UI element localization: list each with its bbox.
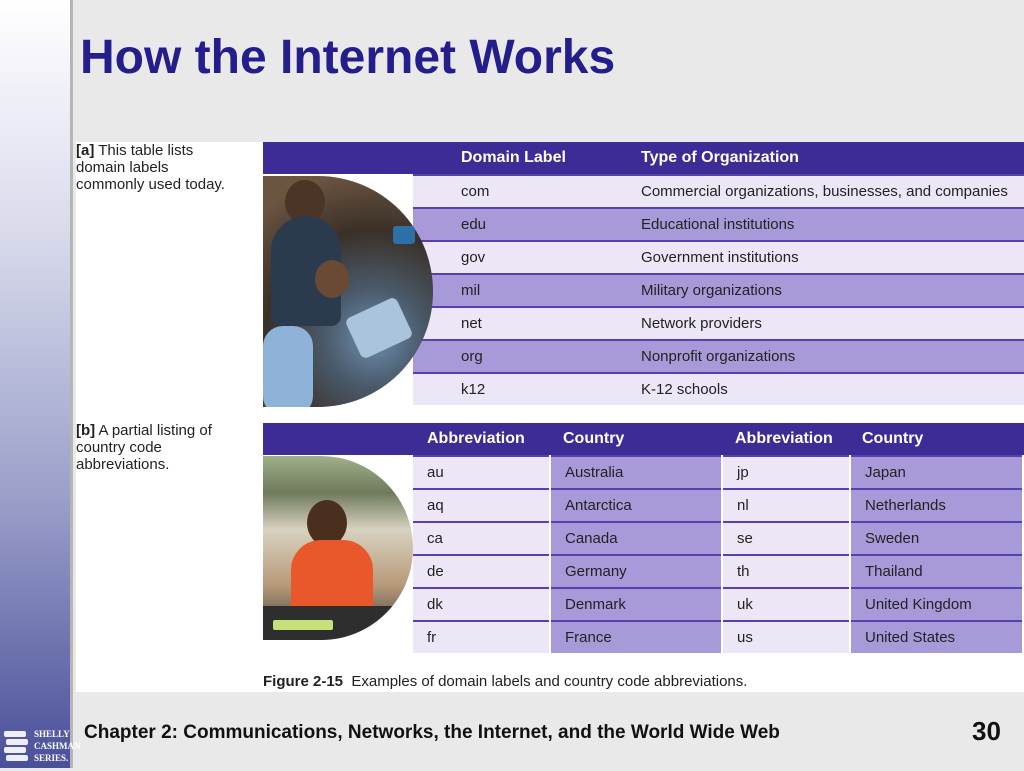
- slide-sidebar: [0, 0, 70, 768]
- domain-header-cell: Type of Organization: [641, 149, 799, 166]
- domain-table-row: [413, 207, 1024, 240]
- country-table-text: au: [427, 464, 444, 481]
- country-table-text: Antarctica: [565, 497, 632, 514]
- country-table-text: us: [737, 629, 753, 646]
- slide-footer: Chapter 2: Communications, Networks, the Internet, and the World Wide Web: [84, 722, 780, 743]
- country-table-cell: [723, 521, 849, 554]
- country-table-text: nl: [737, 497, 749, 514]
- domain-table-cell: Network providers: [641, 315, 762, 332]
- country-table-cell: [851, 521, 1022, 554]
- country-table-header: [263, 423, 1024, 455]
- country-table-cell: [551, 455, 721, 488]
- domain-table-cell: Government institutions: [641, 249, 799, 266]
- country-table-cell: [723, 620, 849, 653]
- figure-2-15: [76, 142, 1024, 692]
- domain-table-cell: org: [461, 348, 483, 365]
- caption-b-text: A partial listing of country code abbreviations.: [76, 422, 212, 473]
- slide-title: How the Internet Works: [80, 31, 616, 84]
- domain-table-cell: Nonprofit organizations: [641, 348, 796, 365]
- logo-line: CASHMAN: [34, 741, 81, 751]
- country-table-text: de: [427, 563, 444, 580]
- country-table-text: fr: [427, 629, 437, 646]
- country-table-cell: [413, 554, 549, 587]
- domain-table-cell: Military organizations: [641, 282, 782, 299]
- sidebar-divider: [70, 0, 73, 768]
- country-table-cell: [551, 587, 721, 620]
- students-photo: [263, 176, 433, 407]
- domain-table-header: [263, 142, 1024, 174]
- country-table-cell: [551, 488, 721, 521]
- logo-line: SERIES.: [34, 753, 69, 763]
- domain-table-cell: Educational institutions: [641, 216, 795, 233]
- domain-table-row: [413, 273, 1024, 306]
- country-table-cell: [413, 620, 549, 653]
- domain-table-cell: mil: [461, 282, 481, 299]
- country-table-text: Denmark: [565, 596, 626, 613]
- caption-a-tag: [a]: [76, 142, 95, 159]
- country-table-cell: [551, 620, 721, 653]
- domain-table-row: [413, 339, 1024, 372]
- country-table-cell: [851, 455, 1022, 488]
- country-header-cell: Abbreviation: [735, 430, 833, 447]
- domain-table-row: [413, 240, 1024, 273]
- caption-part-a: [76, 142, 226, 193]
- country-table-cell: [413, 488, 549, 521]
- country-table-text: aq: [427, 497, 444, 514]
- domain-table-cell: Commercial organizations, businesses, and companies: [641, 183, 1008, 200]
- country-table-cell: [851, 554, 1022, 587]
- country-table-cell: [551, 554, 721, 587]
- logo-text: [34, 728, 81, 764]
- country-table-text: jp: [737, 464, 749, 481]
- country-table-text: Australia: [565, 464, 624, 481]
- student-laptop-photo: [263, 456, 413, 640]
- book-stack-icon: [2, 728, 30, 766]
- domain-table-cell: k12: [461, 381, 486, 398]
- country-table-cell: [851, 587, 1022, 620]
- country-table-text: uk: [737, 596, 753, 613]
- caption-b-tag: [b]: [76, 422, 96, 439]
- country-table-cell: [723, 587, 849, 620]
- country-table-cell: [413, 587, 549, 620]
- country-table-text: Sweden: [865, 530, 920, 547]
- domain-table-cell: net: [461, 315, 482, 332]
- domain-header-cell: Domain Label: [461, 149, 566, 166]
- figure-caption-label: Figure 2-15: [263, 673, 344, 690]
- page-number: 30: [972, 716, 1001, 746]
- shelly-cashman-logo: [2, 728, 81, 766]
- country-table-text: se: [737, 530, 753, 547]
- country-table-text: Thailand: [865, 563, 923, 580]
- country-table-text: France: [565, 629, 612, 646]
- figure-caption-text: Examples of domain labels and country code abbreviations.: [351, 673, 748, 690]
- domain-table-row: [413, 306, 1024, 339]
- country-table-text: th: [737, 563, 750, 580]
- domain-table-cell: com: [461, 183, 490, 200]
- domain-table-row: [413, 372, 1024, 405]
- country-table-text: dk: [427, 596, 443, 613]
- country-header-cell: Country: [563, 430, 625, 447]
- domain-table-cell: K-12 schools: [641, 381, 728, 398]
- country-table-cell: [723, 488, 849, 521]
- country-table-text: Canada: [565, 530, 618, 547]
- domain-table-cell: edu: [461, 216, 487, 233]
- country-table-text: ca: [427, 530, 443, 547]
- domain-table-row: [413, 174, 1024, 207]
- country-table-cell: [413, 521, 549, 554]
- country-table-text: Japan: [865, 464, 906, 481]
- country-table-cell: [413, 455, 549, 488]
- country-table-text: Netherlands: [865, 497, 946, 514]
- logo-line: SHELLY: [34, 729, 70, 739]
- country-table-text: Germany: [565, 563, 627, 580]
- figure-caption: [263, 673, 747, 690]
- country-table-cell: [851, 620, 1022, 653]
- domain-table-cell: gov: [461, 249, 486, 266]
- caption-a-text: This table lists domain labels commonly used today.: [76, 142, 225, 193]
- country-header-cell: Abbreviation: [427, 430, 525, 447]
- country-table-cell: [723, 455, 849, 488]
- caption-part-b: [76, 422, 231, 473]
- country-table-text: United Kingdom: [865, 596, 972, 613]
- country-header-cell: Country: [862, 430, 924, 447]
- country-table-text: United States: [865, 629, 956, 646]
- country-table-cell: [723, 554, 849, 587]
- country-table-cell: [551, 521, 721, 554]
- country-table-cell: [851, 488, 1022, 521]
